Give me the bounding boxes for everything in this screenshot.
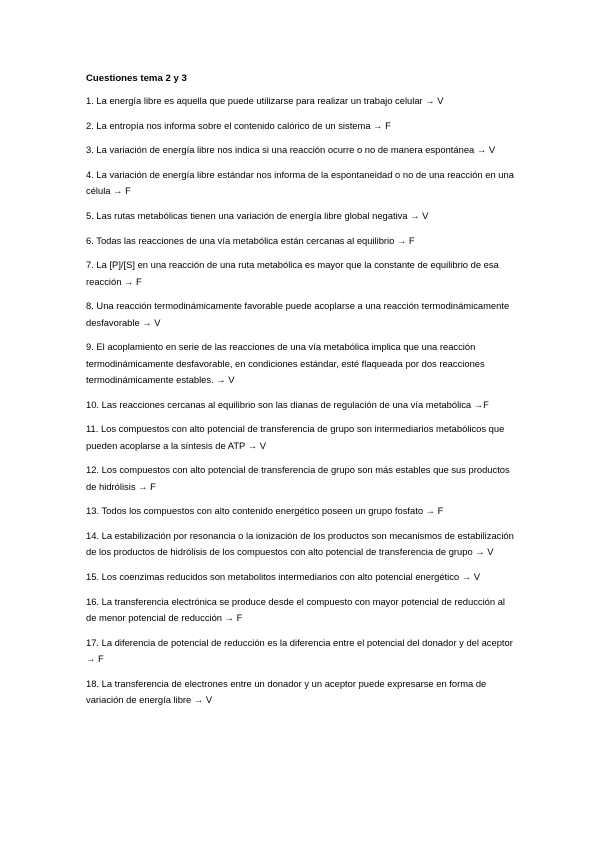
document-title: Cuestiones tema 2 y 3 (86, 73, 187, 84)
document-content (86, 72, 518, 717)
question-1: 1. La energía libre es aquella que puede utilizarse para realizar un trabajo celular → V (86, 95, 444, 106)
question-11: 11. Los compuestos con alto potencial de transferencia de grupo son intermediarios metabólicos que pueden acoplarse a la síntesis de ATP → V (86, 423, 505, 451)
question-16: 16. La transferencia electrónica se produce desde el compuesto con mayor potencial de reducción al de menor potencial de reducción → F (86, 595, 506, 623)
question-8: 8. Una reacción termodinámicamente favorable puede acoplarse a una reacción termodinámicamente desfavorable → V (86, 300, 510, 328)
question-4: 4. La variación de energía libre estándar nos informa de la espontaneidad o no de una reacción en una célula → F (86, 169, 514, 197)
question-2: 2. La entropía nos informa sobre el contenido calórico de un sistema → F (86, 119, 391, 131)
question-18: 18. La transferencia de electrones entre un donador y un aceptor puede expresarse en forma de variación de energía libre → V (86, 677, 487, 705)
question-10: 10. Las reacciones cercanas al equilibrio son las dianas de regulación de una vía metabólica →F (86, 398, 489, 410)
question-9: 9. El acoplamiento en serie de las reacciones de una vía metabólica implica que una reacción termodinámicamente desfavorable, en condiciones estándar, esté flaqueada por dos reacciones termodinámicamente estables. → V (86, 341, 485, 385)
question-5: 5. Las rutas metabólicas tienen una variación de energía libre global negativa → V (86, 210, 429, 222)
question-12: 12. Los compuestos con alto potencial de transferencia de grupo son más estables que sus productos de hidrólisis → F (86, 464, 510, 492)
question-15: 15. Los coenzimas reducidos son metabolitos intermediarios con alto potencial energético → V (86, 571, 480, 582)
question-14: 14. La estabilización por resonancia o la ionización de los productos son mecanismos de estabilización de los productos de hidrólisis de los compuestos con alto potencial de transferencia de grupo → V (86, 530, 514, 558)
question-3: 3. La variación de energía libre nos indica si una reacción ocurre o no de manera espontánea → V (86, 144, 496, 156)
question-6: 6. Todas las reacciones de una vía metabólica están cercanas al equilibrio → F (86, 234, 415, 246)
question-13: 13. Todos los compuestos con alto contenido energético poseen un grupo fosfato → F (86, 505, 444, 517)
question-17: 17. La diferencia de potencial de reducción es la diferencia entre el potencial del donador y del aceptor → F (86, 636, 513, 664)
question-7: 7. La [P]/[S] en una reacción de una ruta metabólica es mayor que la constante de equilibrio de esa reacción → F (86, 259, 499, 287)
